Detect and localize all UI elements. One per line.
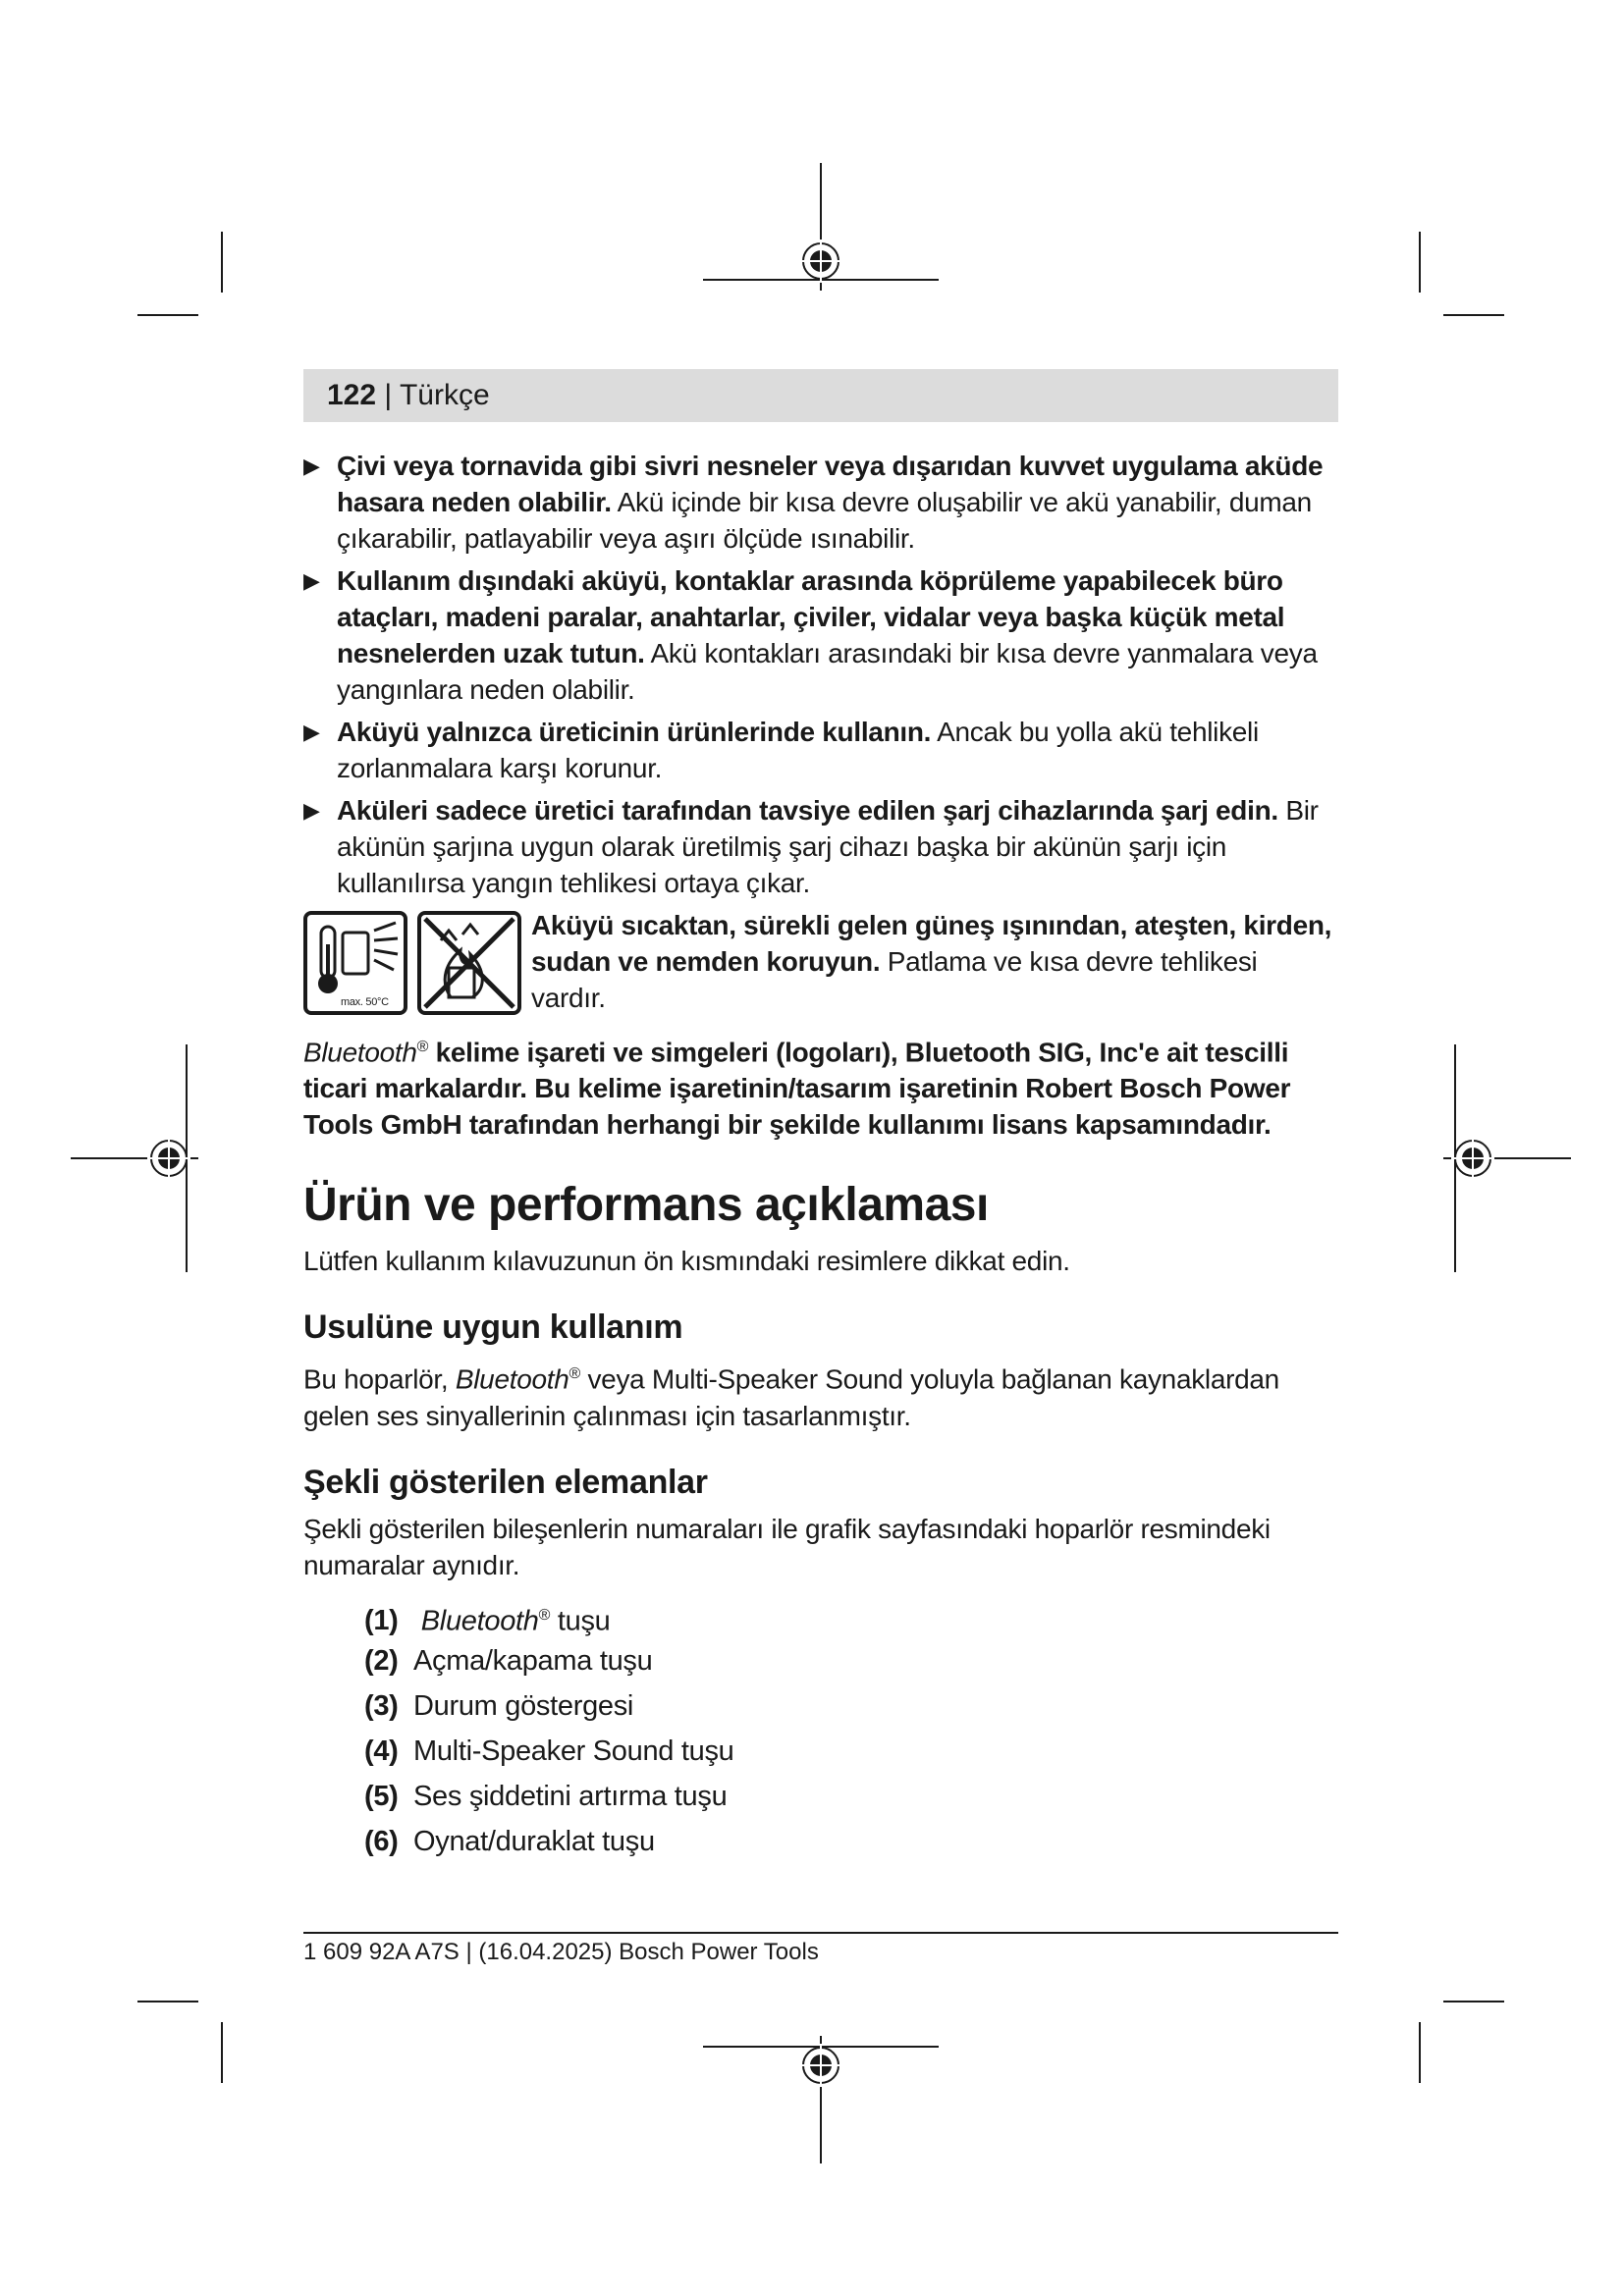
page-number: 122 [327, 379, 377, 411]
bullet-text: Akü içinde bir kısa devre oluşabilir ve akü yanabilir, duman çıkarabilir, patlayabilir veya aşırı ölçüde ısınabilir. [337, 487, 1312, 554]
component-item [364, 1683, 1338, 1729]
component-number: (2) [364, 1644, 399, 1677]
bullet-arrow-icon: ▶ [303, 798, 320, 823]
no-fire-water-icon [419, 913, 519, 1013]
safety-bullet [303, 792, 1338, 901]
crop-mark [1443, 314, 1504, 316]
safety-bullet [303, 562, 1338, 708]
crop-mark [1443, 2001, 1504, 2002]
intended-use-text-end: veya Multi-Speaker Sound yoluyla bağlanan kaynaklardan gelen ses sinyallerinin çalınması için tasarlanmıştır. [303, 1363, 1279, 1431]
registration-mark-icon [1443, 1044, 1571, 1272]
component-item [364, 1819, 1338, 1864]
bullet-bold-text: Aküleri sadece üretici tarafından tavsiye edilen şarj cihazlarında şarj edin. [337, 795, 1278, 826]
component-item [364, 1774, 1338, 1819]
intended-use-text [303, 1356, 1338, 1433]
page-header [303, 369, 1338, 422]
warning-bold-text: Aküyü sıcaktan, sürekli gelen güneş ışınından, ateşten, kirden, sudan ve nemden koruyun. [531, 910, 1332, 977]
component-label: tuşu [550, 1605, 611, 1637]
component-number: (3) [364, 1689, 399, 1722]
bluetooth-brand: Bluetooth [303, 1037, 417, 1068]
bullet-text: Akü kontakları arasındaki bir kısa devre yanmalara veya yangınlara neden olabilir. [337, 638, 1318, 705]
component-item [364, 1638, 1338, 1683]
component-number: (6) [364, 1825, 399, 1857]
registered-mark: ® [538, 1606, 551, 1624]
bluetooth-brand: Bluetooth [420, 1605, 539, 1637]
warning-icons [303, 911, 521, 1015]
component-item [364, 1593, 1338, 1638]
bullet-text: Bir akünün şarjına uygun olarak üretilmiş şarj cihazı başka bir akünün şarjı için kullanılırsa yangın tehlikesi ortaya çıkar. [337, 795, 1319, 898]
registered-mark: ® [416, 1039, 429, 1055]
component-label: Ses şiddetini artırma tuşu [413, 1780, 728, 1812]
page-content [303, 448, 1338, 1864]
crop-mark [221, 2022, 223, 2083]
components-heading: Şekli gösterilen elemanlar [303, 1463, 708, 1501]
registration-mark-icon [703, 163, 939, 291]
component-item [364, 1729, 1338, 1774]
component-label: Oynat/duraklat tuşu [413, 1825, 655, 1857]
registration-mark-icon [71, 1044, 198, 1272]
header-text: 122 | Türkçe [327, 379, 490, 411]
crop-mark [1419, 2022, 1421, 2083]
component-number: (4) [364, 1735, 399, 1767]
crop-mark [221, 232, 223, 293]
bullet-arrow-icon: ▶ [303, 454, 320, 478]
component-label: Açma/kapama tuşu [413, 1644, 653, 1677]
safety-bullet [303, 448, 1338, 557]
intended-use-heading: Usulüne uygun kullanım [303, 1308, 683, 1347]
intended-use-text-start: Bu hoparlör, [303, 1363, 456, 1395]
warning-text [531, 907, 1338, 1016]
crop-mark [137, 2001, 198, 2002]
trademark-notice [303, 1029, 1338, 1143]
bullet-arrow-icon: ▶ [303, 720, 320, 744]
bullet-bold-text: Çivi veya tornavida gibi sivri nesneler veya dışarıdan kuvvet uygulama aküde hasara neden olabilir. [337, 451, 1324, 517]
crop-mark [137, 314, 198, 316]
bullet-text: Ancak bu yolla akü tehlikeli zorlanmalara karşı korunur. [337, 717, 1259, 783]
registration-mark-icon [703, 2036, 939, 2163]
component-label: Multi-Speaker Sound tuşu [413, 1735, 734, 1767]
footer-rule [303, 1932, 1338, 1934]
header-language: Türkçe [399, 379, 490, 411]
components-intro: Şekli gösterilen bileşenlerin numaraları ile grafik sayfasındaki hoparlör resmindeki numaralar aynıdır. [303, 1513, 1271, 1580]
safety-bullet [303, 714, 1338, 786]
component-number: (1) [364, 1605, 399, 1637]
component-list [303, 1593, 1338, 1864]
section-title: Ürün ve performans açıklaması [303, 1179, 989, 1232]
page-footer: 1 609 92A A7S | (16.04.2025) Bosch Power Tools [303, 1939, 819, 1965]
bullet-arrow-icon: ▶ [303, 568, 320, 593]
component-number: (5) [364, 1780, 399, 1812]
registered-mark: ® [568, 1365, 580, 1383]
heat-warning [303, 907, 1338, 1017]
temperature-icon [305, 913, 406, 1013]
max-temp-label: max. 50°C [341, 996, 389, 1008]
warning-normal-text: Patlama ve kısa devre tehlikesi vardır. [531, 946, 1258, 1013]
bullet-bold-text: Kullanım dışındaki aküyü, kontaklar arasında köprüleme yapabilecek büro ataçları, madeni paralar, anahtarlar, çiviler, vidalar veya başka küçük metal nesnelerden uzak tutun. [337, 565, 1285, 668]
trademark-text: kelime işareti ve simgeleri (logoları), Bluetooth SIG, Inc'e ait tescilli ticari markalardır. Bu kelime işaretinin/tasarım işaretinin Robert Bosch Power Tools GmbH tarafından herhangi bir şekilde kullanımı lisans kapsamındadır. [303, 1037, 1291, 1141]
component-label: Durum göstergesi [413, 1689, 634, 1722]
crop-mark [1419, 232, 1421, 293]
bullet-bold-text: Aküyü yalnızca üreticinin ürünlerinde kullanın. [337, 717, 932, 747]
bluetooth-brand: Bluetooth [455, 1363, 569, 1395]
section-intro: Lütfen kullanım kılavuzunun ön kısmındaki resimlere dikkat edin. [303, 1246, 1070, 1277]
